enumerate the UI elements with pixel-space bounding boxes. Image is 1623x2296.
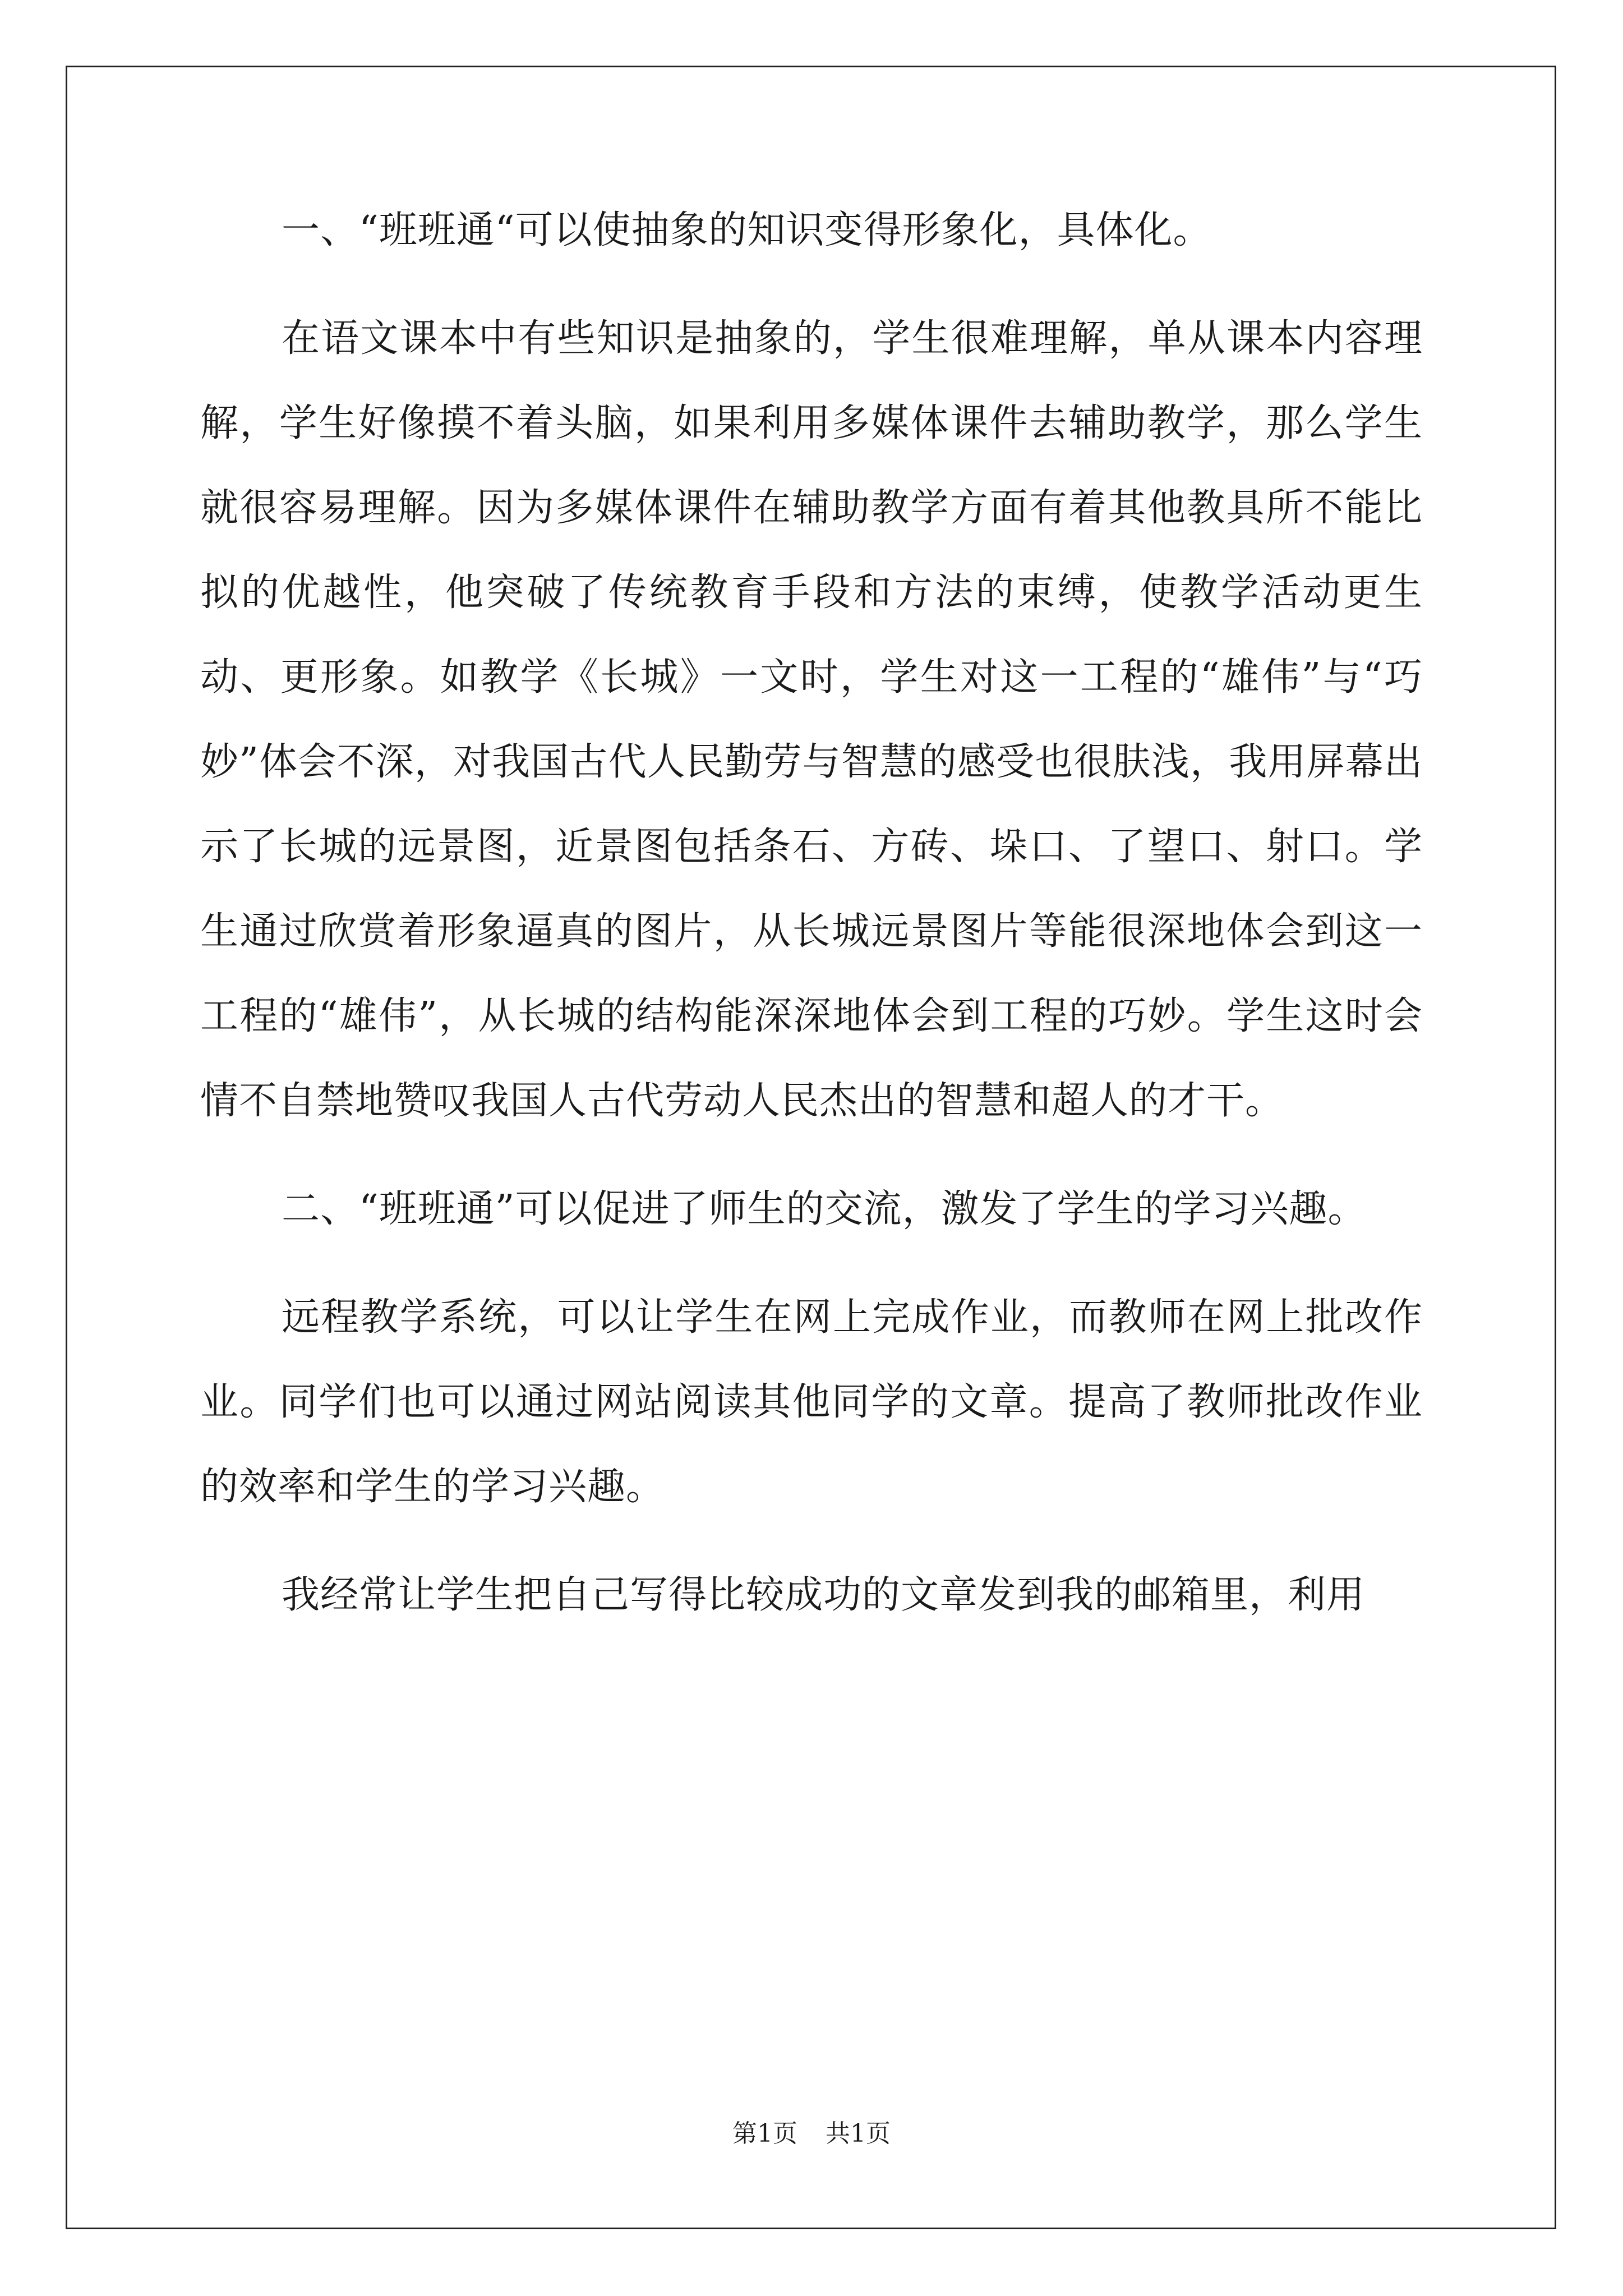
document-body: [200, 188, 1423, 1661]
page-footer: [0, 2113, 1623, 2149]
page-number: 第1页: [732, 2119, 797, 2148]
section-heading-2: 二、“班班通”可以促进了师生的交流，激发了学生的学习兴趣。: [282, 1187, 1367, 1231]
paragraph-2: 远程教学系统，可以让学生在网上完成作业，而教师在网上批改作业。同学们也可以通过网站阅读其他同学的文章。提高了教师批改作业的效率和学生的学习兴趣。: [200, 1295, 1423, 1509]
paragraph-1: 在语文课本中有些知识是抽象的，学生很难理解，单从课本内容理解，学生好像摸不着头脑，如果利用多媒体课件去辅助教学，那么学生就很容易理解。因为多媒体课件在辅助教学方面有着其他教具所不能比拟的优越性，他突破了传统教育手段和方法的束缚，使教学活动更生动、更形象。如教学《长城》一文时，学生对这一工程的“雄伟”与“巧妙”体会不深，对我国古代人民勤劳与智慧的感受也很肤浅，我用屏幕出示了长城的远景图，近景图包括条石、方砖、垛口、了望口、射口。学生通过欣赏着形象逼真的图片，从长城远景图片等能很深地体会到这一工程的“雄伟”，从长城的结构能深深地体会到工程的巧妙。学生这时会情不自禁地赞叹我国人古代劳动人民杰出的智慧和超人的才干。: [200, 316, 1423, 1123]
page-total: 共1页: [826, 2119, 891, 2148]
section-heading-1: 一、“班班通“可以使抽象的知识变得形象化，具体化。: [282, 208, 1212, 252]
paragraph-3: 我经常让学生把自己写得比较成功的文章发到我的邮箱里，利用: [282, 1573, 1366, 1617]
